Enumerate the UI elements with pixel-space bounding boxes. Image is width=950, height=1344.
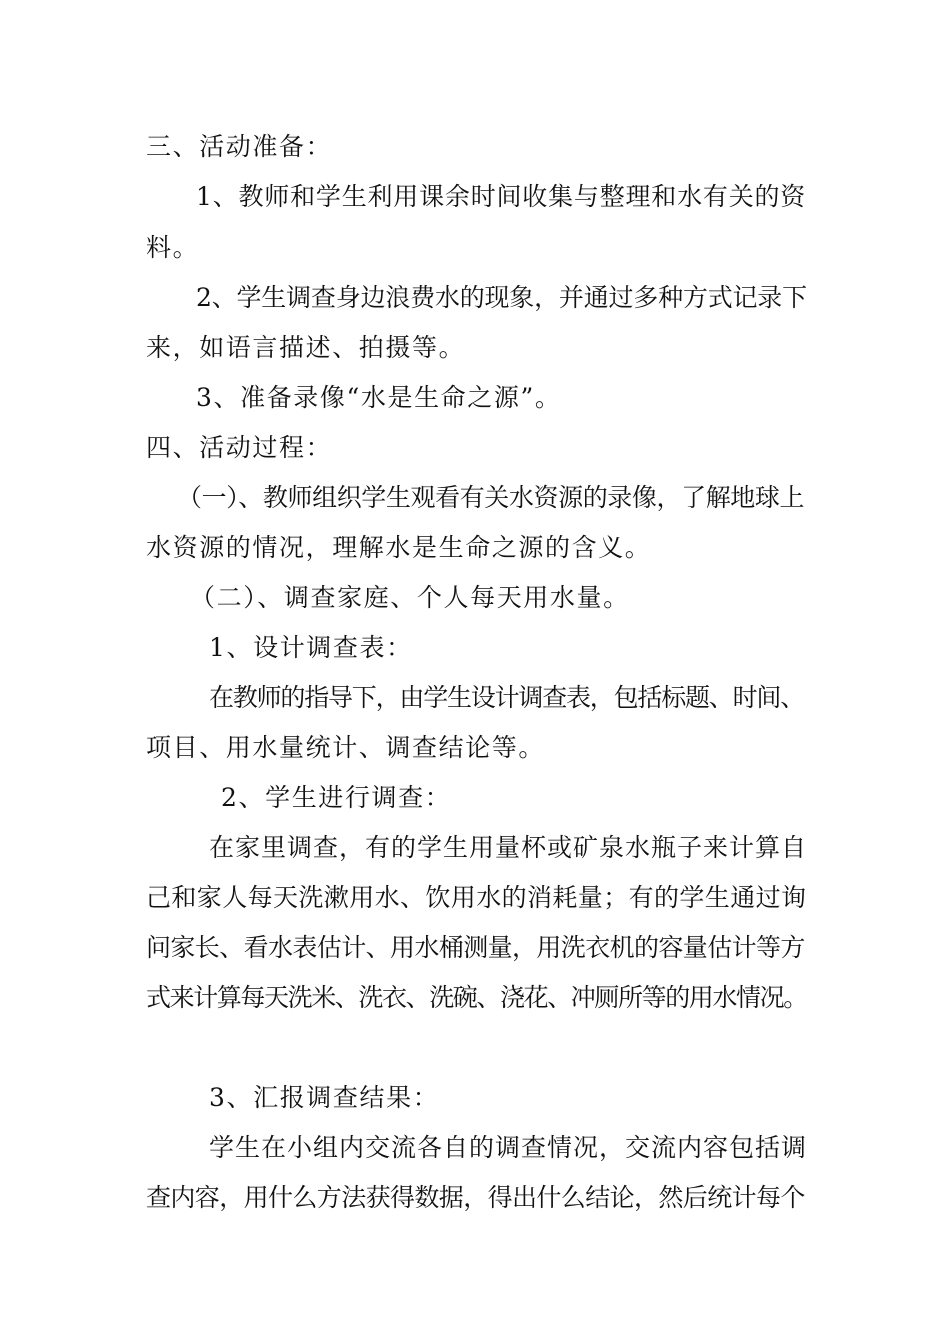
step-heading: 2、学生进行调查：: [221, 783, 452, 812]
subsection-heading: （二）、调查家庭、个人每天用水量。: [190, 583, 630, 612]
paragraph-line: 水资源的情况，理解水是生命之源的含义。: [146, 533, 652, 562]
paragraph-line: 查内容，用什么方法获得数据，得出什么结论，然后统计每个: [146, 1183, 805, 1212]
step-heading: 1、设计调查表：: [209, 633, 413, 662]
paragraph-line: 在家里调查，有的学生用量杯或矿泉水瓶子来计算自: [209, 833, 808, 862]
paragraph-line: 1、教师和学生利用课余时间收集与整理和水有关的资: [196, 182, 807, 211]
paragraph-line: 来，如语言描述、拍摄等。: [146, 333, 466, 362]
section-heading-process: 四、活动过程：: [146, 433, 333, 462]
paragraph-line: 式来计算每天洗米、洗衣、洗碗、浇花、冲厕所等的用水情况。: [146, 983, 807, 1012]
paragraph-line: 3、准备录像“水是生命之源”。: [196, 383, 562, 412]
paragraph-line: 料。: [146, 233, 200, 262]
paragraph-line: 2、学生调查身边浪费水的现象，并通过多种方式记录下: [196, 283, 807, 312]
step-heading: 3、汇报调查结果：: [209, 1083, 440, 1112]
paragraph-line: 在教师的指导下，由学生设计调查表，包括标题、时间、: [209, 683, 805, 712]
paragraph-line: （一）、教师组织学生观看有关水资源的录像，了解地球上: [177, 483, 805, 512]
paragraph-line: 学生在小组内交流各自的调查情况，交流内容包括调: [209, 1133, 808, 1162]
section-heading-preparation: 三、活动准备：: [146, 132, 333, 161]
paragraph-line: 问家长、看水表估计、用水桶测量，用洗衣机的容量估计等方: [146, 933, 805, 962]
paragraph-line: 项目、用水量统计、调查结论等。: [146, 733, 546, 762]
paragraph-line: 己和家人每天洗漱用水、饮用水的消耗量；有的学生通过询: [146, 883, 807, 912]
